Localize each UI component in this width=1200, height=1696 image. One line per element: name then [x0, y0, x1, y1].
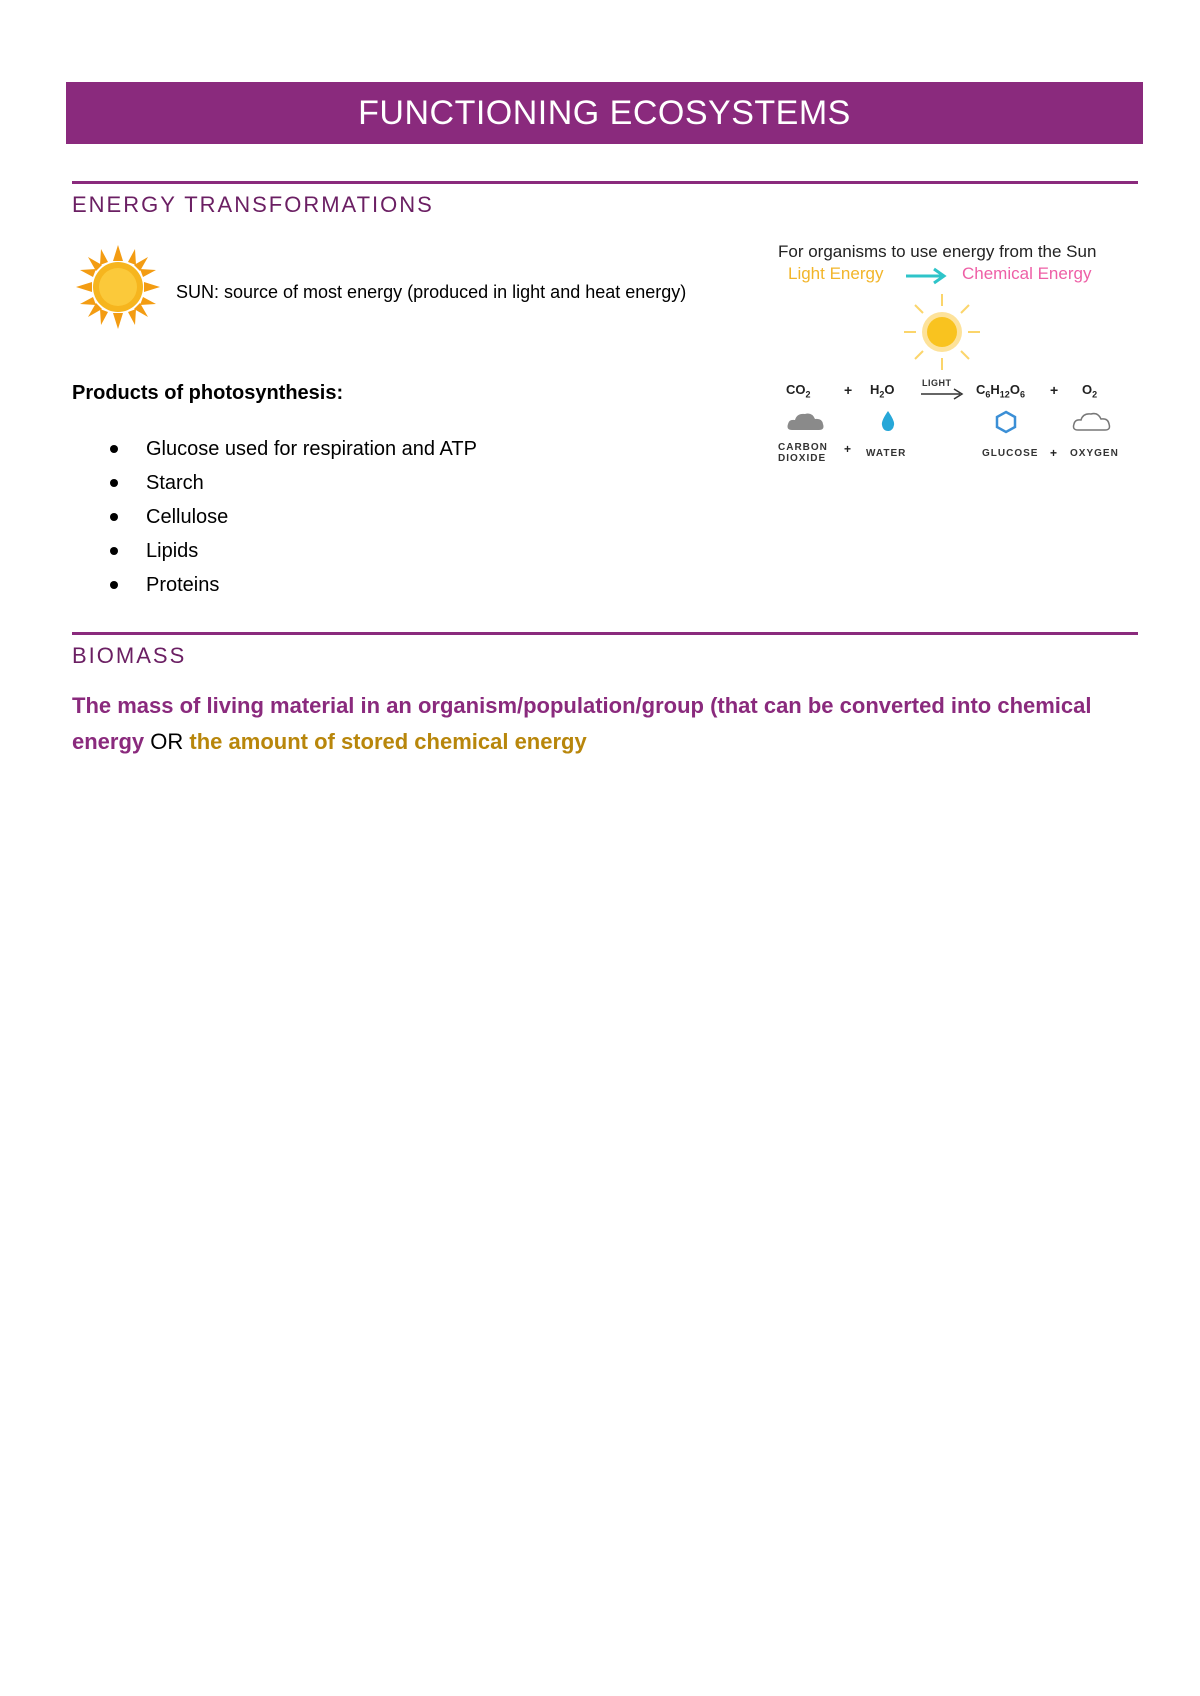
list-item: Lipids	[110, 534, 477, 568]
products-list	[110, 432, 477, 602]
light-energy-label: Light Energy	[788, 264, 884, 283]
hexagon-icon	[994, 410, 1018, 434]
diagram-caption: For organisms to use energy from the Sun	[778, 242, 1097, 261]
definition-text: The mass of living material in an organism/population/group (that can be converted into chemical energy	[72, 693, 1092, 754]
title-banner	[66, 82, 1143, 144]
energy-section-heading: ENERGY TRANSFORMATIONS	[72, 192, 434, 217]
list-item: Glucose used for respiration and ATP	[110, 432, 477, 466]
bullet-icon	[110, 445, 118, 453]
section-divider	[72, 632, 1138, 635]
section-divider	[72, 181, 1138, 184]
definition-alt-text: the amount of stored chemical energy	[189, 729, 587, 754]
plus-sign: +	[844, 442, 852, 456]
bullet-icon	[110, 547, 118, 555]
definition-or: OR	[150, 729, 184, 754]
reaction-arrow-icon	[920, 388, 964, 400]
glucose-formula: $C_6H_{12}O_6$	[976, 382, 1025, 400]
products-heading: Products of photosynthesis:	[72, 382, 344, 404]
list-item: Cellulose	[110, 500, 477, 534]
arrow-right-icon	[904, 266, 950, 286]
co2-formula: $CO_2$	[786, 382, 811, 400]
plus-sign: +	[1050, 382, 1059, 398]
water-drop-icon	[880, 410, 896, 432]
sun-icon	[902, 292, 982, 372]
list-item: Starch	[110, 466, 477, 500]
bullet-icon	[110, 479, 118, 487]
carbon-dioxide-label: CARBON DIOXIDE	[778, 442, 828, 464]
oxygen-label: OXYGEN	[1070, 448, 1119, 459]
water-label: WATER	[866, 448, 907, 459]
photosynthesis-diagram	[770, 238, 1140, 470]
page-title: FUNCTIONING ECOSYSTEMS	[358, 93, 851, 132]
bullet-icon	[110, 513, 118, 521]
bullet-icon	[110, 581, 118, 589]
cloud-icon	[786, 410, 826, 432]
light-label: LIGHT	[922, 378, 952, 388]
o2-formula: $O_2$	[1082, 382, 1098, 400]
biomass-definition	[72, 688, 1138, 760]
glucose-label: GLUCOSE	[982, 448, 1039, 459]
plus-sign: +	[1050, 446, 1058, 460]
sun-caption: SUN: source of most energy (produced in light and heat energy)	[176, 282, 687, 302]
h2o-formula: $H_2O$	[870, 382, 895, 400]
sun-icon	[76, 245, 160, 329]
chemical-energy-label: Chemical Energy	[962, 264, 1092, 283]
plus-sign: +	[844, 382, 853, 398]
cloud-outline-icon	[1072, 410, 1112, 432]
biomass-section-heading: BIOMASS	[72, 643, 187, 668]
list-item: Proteins	[110, 568, 477, 602]
